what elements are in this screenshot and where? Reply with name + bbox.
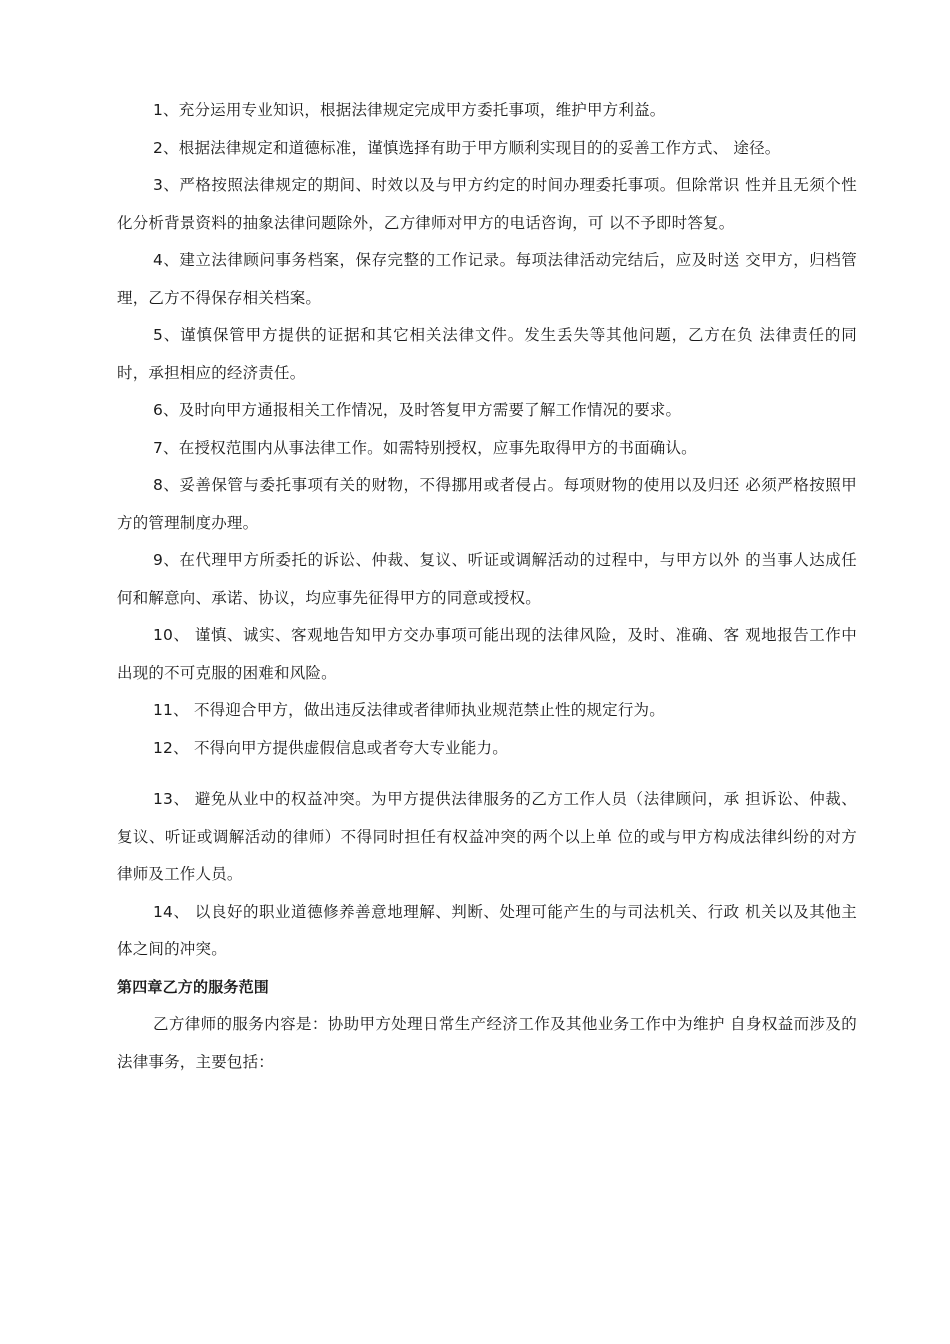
- clause-11: 11、 不得迎合甲方，做出违反法律或者律师执业规范禁止性的规定行为。: [153, 701, 665, 719]
- clause-9: 9、在代理甲方所委托的诉讼、仲裁、复议、听证或调解活动的过程中，与甲方以外 的当事人达成任何和解意向、承诺、协议，均应事先征得甲方的同意或授权。: [117, 551, 857, 607]
- clause-8: 8、妥善保管与委托事项有关的财物，不得挪用或者侵占。每项财物的使用以及归还 必须严格按照甲方的管理制度办理。: [117, 476, 857, 532]
- clause-2: 2、根据法律规定和道德标准，谨慎选择有助于甲方顺利实现目的的妥善工作方式、 途径。: [153, 138, 781, 157]
- clause-14: 14、 以良好的职业道德修养善意地理解、判断、处理可能产生的与司法机关、行政 机关以及其他主体之间的冲突。: [117, 902, 857, 958]
- clause-13: 13、 避免从业中的权益冲突。为甲方提供法律服务的乙方工作人员（法律顾问，承 担诉讼、仲裁、复议、听证或调解活动的律师）不得同时担任有权益冲突的两个以上单 位的或与甲方构成法律纠纷的对方律师及工作人员。: [117, 790, 857, 883]
- spacer: [117, 767, 857, 781]
- clause-5: 5、谨慎保管甲方提供的证据和其它相关法律文件。发生丢失等其他问题，乙方在负 法律责任的同时，承担相应的经济责任。: [117, 326, 857, 382]
- chapter-heading: 第四章乙方的服务范围: [117, 977, 270, 996]
- clause-4: 4、建立法律顾问事务档案，保存完整的工作记录。每项法律活动完结后，应及时送 交甲方，归档管理，乙方不得保存相关档案。: [117, 251, 857, 307]
- clause-7: 7、在授权范围内从事法律工作。如需特别授权，应事先取得甲方的书面确认。: [153, 438, 697, 457]
- clause-1: 1、充分运用专业知识，根据法律规定完成甲方委托事项，维护甲方利益。: [153, 101, 666, 119]
- clause-12: 12、 不得向甲方提供虚假信息或者夸大专业能力。: [153, 738, 508, 757]
- chapter-intro: 乙方律师的服务内容是：协助甲方处理日常生产经济工作及其他业务工作中为维护 自身权益而涉及的法律事务，主要包括：: [117, 1015, 857, 1071]
- clause-3: 3、严格按照法律规定的期间、时效以及与甲方约定的时间办理委托事项。但除常识 性并且无须个性化分析背景资料的抽象法律问题除外，乙方律师对甲方的电话咨询，可 以不予即时答复。: [117, 176, 857, 232]
- clause-10: 10、 谨慎、诚实、客观地告知甲方交办事项可能出现的法律风险，及时、准确、客 观地报告工作中出现的不可克服的困难和风险。: [117, 626, 857, 682]
- clause-6: 6、及时向甲方通报相关工作情况，及时答复甲方需要了解工作情况的要求。: [153, 401, 682, 419]
- document-body: [117, 92, 857, 1081]
